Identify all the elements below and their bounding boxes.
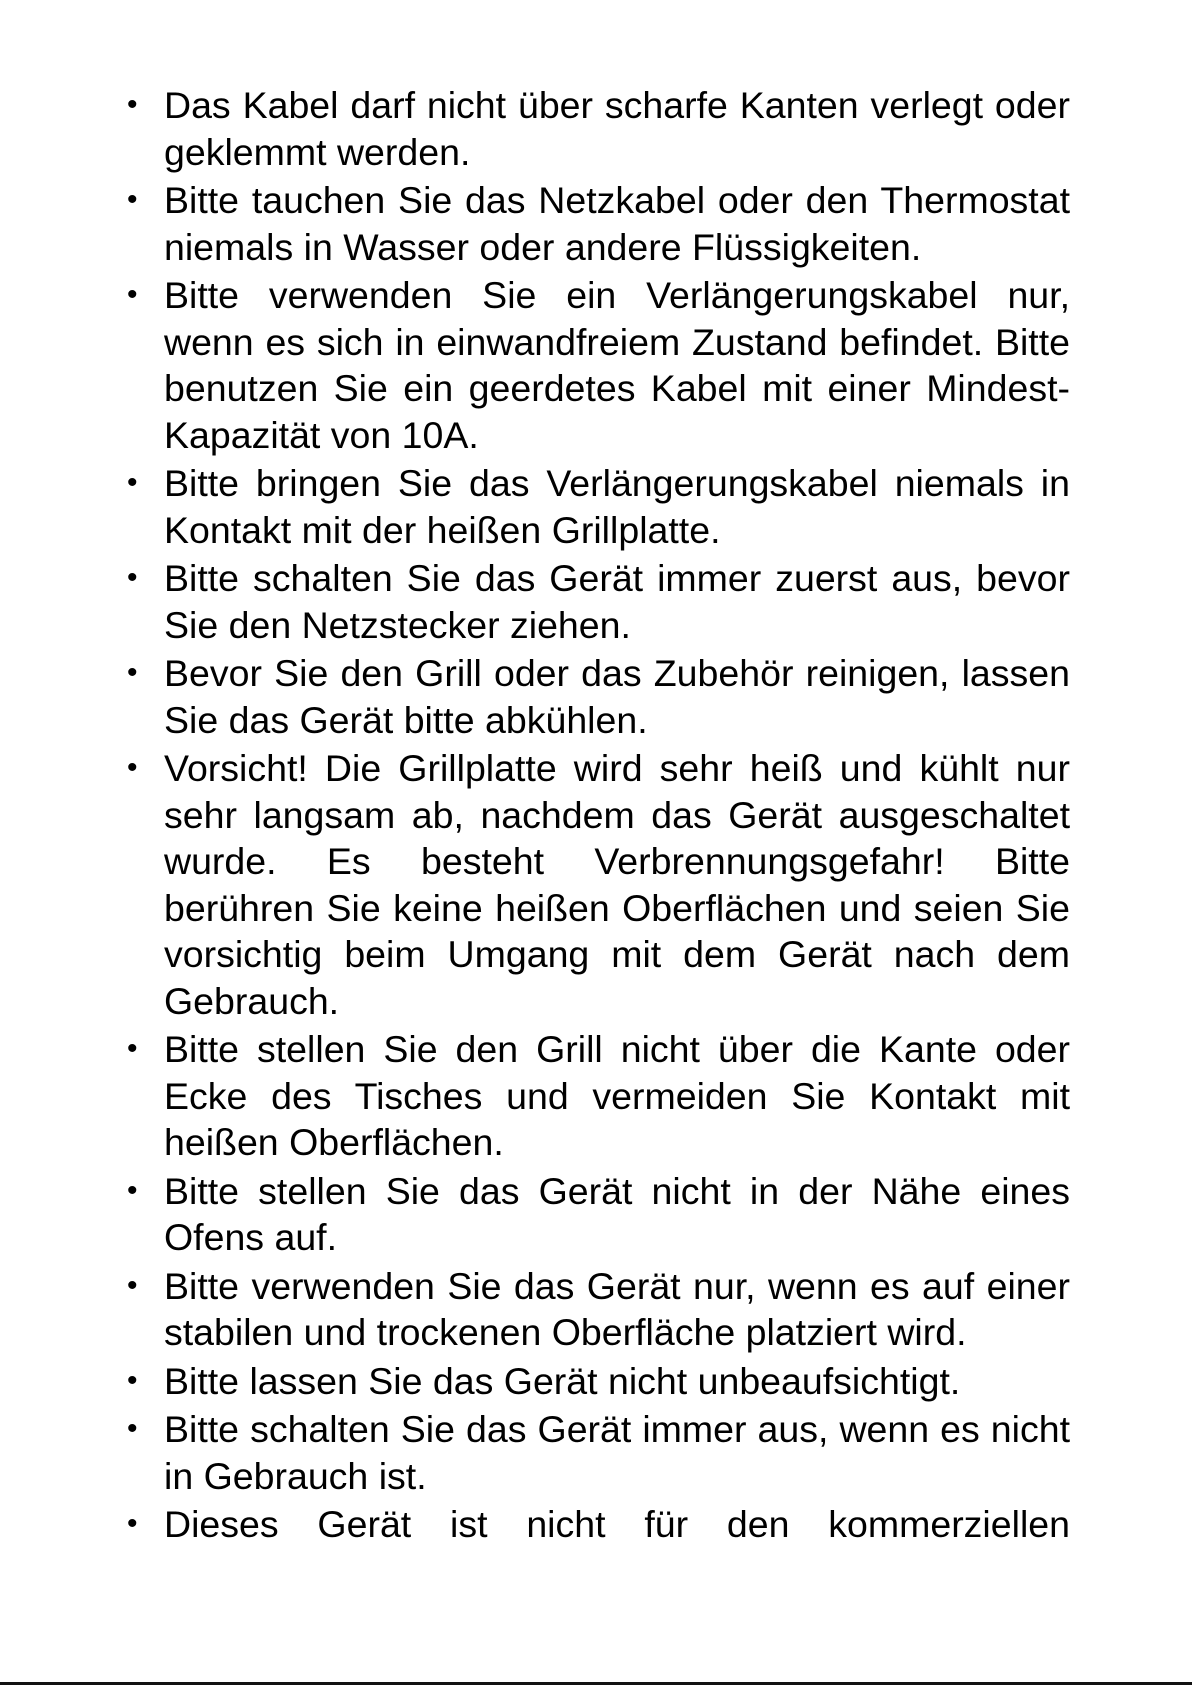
bullet-icon: •: [127, 278, 138, 311]
list-item: [122, 1501, 1070, 1548]
list-item: [122, 272, 1070, 458]
list-item-text: Bitte schalten Sie das Gerät immer aus, wenn es nicht in Gebrauch ist.: [164, 1408, 1070, 1497]
list-item: [122, 1358, 1070, 1405]
list-item-text: Bitte bringen Sie das Verlängerungskabel niemals in Kontakt mit der heißen Grillplatte.: [164, 462, 1070, 551]
list-item-text: Bitte verwenden Sie ein Verlängerungskabel nur, wenn es sich in einwandfreiem Zustand befindet. Bitte benutzen Sie ein geerdetes Kabel mit einer Mindest-Kapazität von 10A.: [164, 274, 1070, 456]
bullet-icon: •: [127, 1363, 138, 1397]
list-item-text: Bevor Sie den Grill oder das Zubehör reinigen, lassen Sie das Gerät bitte abkühlen.: [164, 652, 1070, 741]
list-item: [122, 460, 1070, 553]
list-item: [122, 1026, 1070, 1166]
bullet-icon: •: [127, 1173, 138, 1207]
list-item-text: Bitte verwenden Sie das Gerät nur, wenn es auf einer stabilen und trockenen Oberfläche platziert wird.: [164, 1264, 1070, 1353]
list-item-text: Bitte stellen Sie das Gerät nicht in der Nähe eines Ofens auf.: [164, 1169, 1070, 1258]
bullet-icon: •: [127, 1268, 138, 1302]
list-item-text: Vorsicht! Die Grillplatte wird sehr heiß und kühlt nur sehr langsam ab, nachdem das Gerät ausgeschaltet wurde. Es besteht Verbrennungsgefahr! Bitte berühren Sie keine heißen Oberflächen und seien Sie vorsichtig beim Umgang mit dem Gerät nach dem Gebrauch.: [164, 747, 1070, 1022]
bullet-icon: •: [127, 751, 138, 784]
list-item: [122, 1263, 1070, 1356]
list-item-text: Bitte stellen Sie den Grill nicht über die Kante oder Ecke des Tisches und vermeiden Sie Kontakt mit heißen Oberflächen.: [164, 1028, 1070, 1163]
list-item: [122, 650, 1070, 743]
bullet-icon: •: [127, 88, 138, 121]
list-item: [122, 1406, 1070, 1499]
list-item: [122, 745, 1070, 1024]
safety-instructions-list: [122, 82, 1070, 1550]
bullet-icon: •: [127, 1507, 138, 1540]
list-item: [122, 82, 1070, 175]
bullet-icon: •: [127, 656, 138, 689]
list-item-text: Bitte tauchen Sie das Netzkabel oder den Thermostat niemals in Wasser oder andere Flüssigkeiten.: [164, 179, 1070, 268]
bullet-icon: •: [127, 1032, 138, 1065]
list-item-text: Bitte schalten Sie das Gerät immer zuerst aus, bevor Sie den Netzstecker ziehen.: [164, 557, 1070, 646]
bullet-icon: •: [127, 561, 138, 594]
list-item-text: Das Kabel darf nicht über scharfe Kanten verlegt oder geklemmt werden.: [164, 84, 1070, 173]
bullet-icon: •: [127, 1412, 138, 1445]
list-item-text: Dieses Gerät ist nicht für den kommerziellen: [164, 1503, 1070, 1545]
list-item: [122, 1168, 1070, 1261]
list-item-text: Bitte lassen Sie das Gerät nicht unbeaufsichtigt.: [164, 1359, 961, 1402]
bullet-icon: •: [127, 183, 138, 216]
bullet-icon: •: [127, 466, 138, 499]
list-item: [122, 555, 1070, 648]
list-item: [122, 177, 1070, 270]
